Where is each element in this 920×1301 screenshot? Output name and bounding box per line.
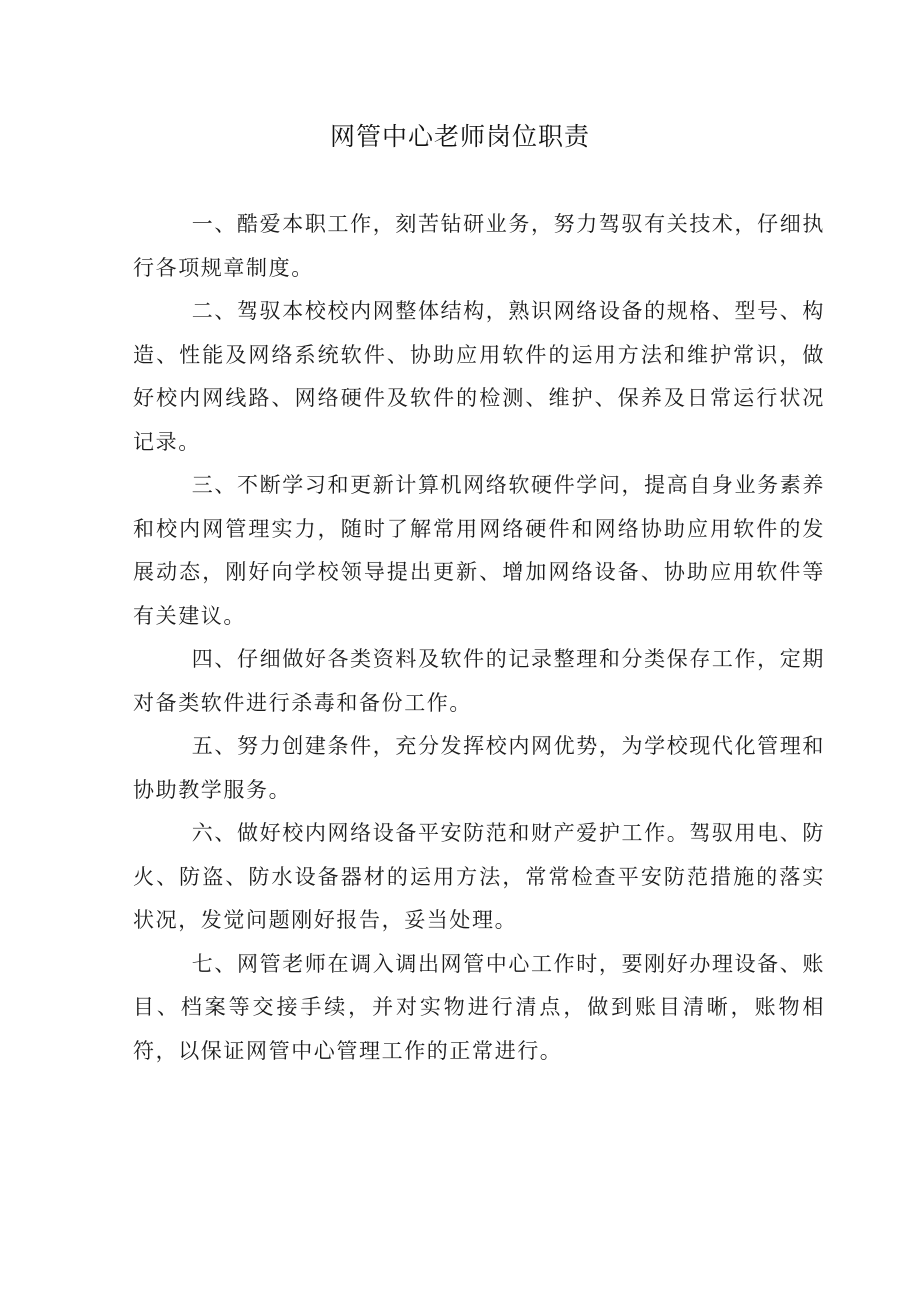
duty-paragraph-1: 一、酷爱本职工作，刻苦钻研业务，努力驾驭有关技术，仔细执行各项规章制度。 xyxy=(133,212,825,280)
document-title: 网管中心老师岗位职责 xyxy=(329,122,590,151)
duty-paragraph-6: 六、做好校内网络设备平安防范和财产爱护工作。驾驭用电、防火、防盗、防水设备器材的运用方法，常常检查平安防范措施的落实状况，发觉问题刚好报告，妥当处理。 xyxy=(133,821,825,932)
duty-paragraph-7: 七、网管老师在调入调出网管中心工作时，要刚好办理设备、账目、档案等交接手续，并对实物进行清点，做到账目清晰，账物相符，以保证网管中心管理工作的正常进行。 xyxy=(133,951,825,1063)
duty-paragraph-4: 四、仔细做好各类资料及软件的记录整理和分类保存工作，定期对备类软件进行杀毒和备份工作。 xyxy=(133,647,825,715)
duty-paragraph-5: 五、努力创建条件，充分发挥校内网优势，为学校现代化管理和协助教学服务。 xyxy=(133,734,825,802)
document-body xyxy=(133,203,825,1073)
duty-paragraph-3: 三、不断学习和更新计算机网络软硬件学问，提高自身业务素养和校内网管理实力，随时了解常用网络硬件和网络协助应用软件的发展动态，刚好向学校领导提出更新、增加网络设备、协助应用软件等有关建议。 xyxy=(133,473,825,628)
duty-paragraph-2: 二、驾驭本校校内网整体结构，熟识网络设备的规格、型号、构造、性能及网络系统软件、协助应用软件的运用方法和维护常识，做好校内网线路、网络硬件及软件的检测、维护、保养及日常运行状况记录。 xyxy=(133,299,825,454)
